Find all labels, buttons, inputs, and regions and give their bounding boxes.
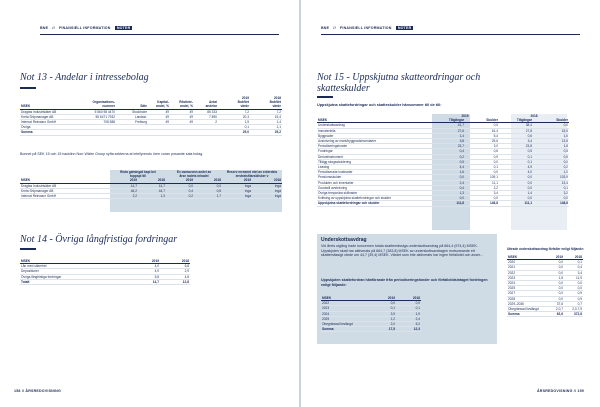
- table-cell: 0,0: [564, 286, 583, 291]
- table-cell: 2,0: [371, 322, 396, 327]
- table-cell: 0,2: [431, 154, 465, 159]
- table-cell: Inga: [222, 183, 252, 188]
- column-header: Antal andelar: [194, 96, 218, 109]
- table-cell: 2023: [507, 275, 545, 280]
- table-cell: 0,0: [396, 301, 421, 306]
- table-cell: 2024: [507, 281, 545, 286]
- table-cell: 49: [148, 120, 170, 125]
- column-header: Organisations- nummer: [76, 96, 116, 109]
- table-cell: 3,8: [431, 139, 465, 144]
- table-cell: 1,6: [533, 133, 569, 138]
- column-header: MSEK: [507, 255, 545, 260]
- table-cell: 17,5: [371, 327, 396, 332]
- table-cell: 0,0: [545, 286, 564, 291]
- column-header: 2018: [396, 296, 421, 301]
- table-cell: 0,2: [166, 194, 194, 199]
- table-cell: 3,4: [564, 270, 583, 275]
- note15-table: [317, 114, 569, 207]
- right-page: [301, 0, 600, 407]
- header-org: BNE: [321, 26, 330, 30]
- table-cell: Periodiserade kostnader: [317, 170, 431, 175]
- table-cell: 29,0: [218, 130, 250, 135]
- table-cell: 11,1: [465, 180, 499, 185]
- table-cell: 0,0: [545, 270, 564, 275]
- sum-row: [507, 312, 583, 317]
- table-cell: 4,0: [130, 264, 160, 269]
- table-cell: 1,3: [431, 191, 465, 196]
- column-header: 2018: [194, 178, 222, 183]
- table-cell: 23,8: [499, 144, 533, 149]
- column-header: 2019: [130, 259, 160, 264]
- underskott-title: Underskottsavdrag: [321, 237, 367, 243]
- footer-sep: //: [573, 389, 577, 393]
- table-cell: 0,5: [431, 159, 465, 164]
- note13-title: Not 13 - Andelar i intressebolag: [20, 72, 149, 83]
- table-cell: 1,1: [250, 125, 282, 130]
- header-highlight: NOTER: [397, 26, 412, 30]
- table-cell: Landskr.: [116, 114, 148, 119]
- table-cell: Dragtas Industrisäker AB: [20, 183, 110, 188]
- left-page: [0, 0, 299, 407]
- table-cell: 0,5: [533, 149, 569, 154]
- table-cell: 0,0: [533, 159, 569, 164]
- footer-page: 158: [14, 389, 21, 393]
- column-header: 2019 Bokfört värde: [218, 96, 250, 109]
- underskott-text: Vid årets utgång hade koncernen totala skattemässiga underskottsavdrag på 664,4 (974,4) MSEK. Uppskjuten skatt har aktiverats på 664,7 (383,8) MSEK av underskottsavdragen motsvarande ett skattemässigt värde om 44,7 (39,4) MSEK. Värdet som inte aktiverats har ingen förfallotid och avser...: [321, 244, 483, 258]
- table-cell: Inga: [222, 194, 252, 199]
- side-table: [507, 255, 583, 317]
- table-cell: Obegränsad livslängd: [321, 322, 371, 327]
- table-cell: 0,0: [465, 170, 499, 175]
- table-cell: 7,2: [218, 109, 250, 114]
- table-cell: 148,8: [465, 201, 499, 206]
- table-cell: 0,0: [465, 159, 499, 164]
- note13-table: [20, 96, 282, 136]
- table-cell: 0,1: [371, 306, 396, 311]
- table-cell: 27,6: [431, 128, 465, 133]
- table-cell: 6,8: [160, 264, 190, 269]
- table-cell: 0,1: [499, 159, 533, 164]
- table-cell: Summa: [20, 130, 76, 135]
- table-cell: Kreta Shipmanager AB: [20, 188, 110, 193]
- column-header: Skulder: [533, 118, 569, 123]
- table-row: [20, 194, 282, 199]
- table-cell: 1,5: [218, 120, 250, 125]
- group-header: Reserv erreamd ntel av enterdsts envtralsfilarsblisker v: [226, 170, 278, 179]
- table-cell: 2: [194, 120, 218, 125]
- table-cell: 0,6: [499, 133, 533, 138]
- table-cell: 55 6471 7932: [76, 114, 116, 119]
- table-cell: 14,7: [138, 183, 166, 188]
- table-cell: 13,8: [533, 139, 569, 144]
- table-cell: 372,8: [564, 312, 583, 317]
- table-cell: 2029–2036: [507, 301, 545, 306]
- table-cell: 2020: [507, 260, 545, 265]
- column-header: 2018 Bokfört värde: [250, 96, 282, 109]
- table-cell: Summa: [321, 327, 371, 332]
- table-cell: 2,4: [431, 180, 465, 185]
- title-bar: [317, 96, 333, 98]
- table-cell: Immateriella: [317, 128, 431, 133]
- table-cell: 38,4: [499, 123, 533, 128]
- table-cell: 0,0: [166, 183, 194, 188]
- table-cell: 5,8: [130, 274, 160, 279]
- table-cell: 0,0: [545, 296, 564, 301]
- table-cell: 1,2: [371, 316, 396, 321]
- table-cell: 0,0: [499, 175, 533, 180]
- column-header: 2019: [222, 178, 252, 183]
- footer-title: ÅRSREDOVISNING: [537, 389, 573, 393]
- table-cell: 7 890: [194, 114, 218, 119]
- table-cell: 0,5: [499, 149, 533, 154]
- table-cell: 11,9: [564, 275, 583, 280]
- column-header: 2019: [545, 255, 564, 260]
- table-cell: 1,9: [396, 311, 421, 316]
- note13-table2: [20, 170, 282, 199]
- table-cell: Inga: [222, 188, 252, 193]
- column-header: 2019: [110, 178, 138, 183]
- table-cell: Inga: [252, 188, 282, 193]
- table-cell: 1,4: [250, 120, 282, 125]
- column-header: 2018: [564, 255, 583, 260]
- note13-text: Bonnet på SEK 15 och 15 backlinn Norr Wätre Group syfta sekterna at intellyrendo ören vuran posande sala bolag.: [20, 152, 204, 156]
- table-cell: 1,4: [499, 191, 533, 196]
- underskott-subtext: Uppskjuten skattefordran hänförande från periodiseringsfonder och förfallotidsintaget fordringen enligt följande:: [321, 278, 488, 287]
- table-cell: 27,8: [499, 128, 533, 133]
- table-cell: 148,8: [533, 201, 569, 206]
- table-cell: 2028: [507, 296, 545, 301]
- table-cell: 5,2: [396, 322, 421, 327]
- table-cell: 20,3: [218, 114, 250, 119]
- table-cell: 12,8: [160, 279, 190, 284]
- table-cell: 0,6: [465, 149, 499, 154]
- table-cell: Obegränsad livslängd: [507, 307, 545, 312]
- table-cell: 0,0: [564, 281, 583, 286]
- column-header: Säte: [116, 96, 148, 109]
- column-header: 2018: [160, 259, 190, 264]
- table-cell: Inga: [252, 194, 282, 199]
- table-cell: 4,4: [431, 165, 465, 170]
- table-cell: 5 560 98 4470: [76, 109, 116, 114]
- table-cell: Derivatinstrument: [317, 154, 431, 159]
- table-cell: 2025: [321, 316, 371, 321]
- header-org: BNE: [40, 26, 49, 30]
- table-cell: 0,1: [533, 185, 569, 190]
- column-header: MSEK: [321, 296, 371, 301]
- table-cell: 0,9: [564, 296, 583, 301]
- table-cell: 4,0: [499, 170, 533, 175]
- table-cell: Kreta Shipmanager AB: [20, 114, 76, 119]
- table-cell: 2023: [321, 306, 371, 311]
- group-header: Reda gatningat kapi bel toppspl till: [120, 170, 156, 179]
- table-cell: 0,0: [371, 301, 396, 306]
- table-cell: 29,2: [250, 130, 282, 135]
- sum-row: [20, 279, 190, 284]
- table-cell: 0,0: [545, 265, 564, 270]
- table-cell: 103,9: [533, 175, 569, 180]
- table-cell: Internat Reinwarz GmbH: [20, 194, 110, 199]
- group-header: Ev osmavonn andel av årse radets inhadel: [176, 170, 212, 179]
- table-cell: 49: [170, 109, 194, 114]
- table-cell: 0,9: [465, 154, 499, 159]
- table-cell: 1,6: [431, 170, 465, 175]
- table-cell: 1,0: [533, 170, 569, 175]
- header-highlight: NOTER: [116, 26, 131, 30]
- table-cell: 0,0: [431, 196, 465, 201]
- table-cell: Depositioner: [20, 269, 130, 274]
- table-cell: Stockholm: [116, 109, 148, 114]
- note15-title: Not 15 - Uppskjutna skatteordringar och skatteskulder: [317, 72, 481, 94]
- table-cell: Lån med säkerhet: [20, 264, 130, 269]
- table-cell: 0,0: [533, 196, 569, 201]
- table-cell: 0,0: [194, 183, 222, 188]
- table-cell: 0,9: [564, 291, 583, 296]
- column-header: 2018: [138, 178, 166, 183]
- table-cell: 0,0: [499, 196, 533, 201]
- table-cell: 0,0: [465, 196, 499, 201]
- table-cell: Kvittning av uppskjutna skattefordringar och skulder: [317, 196, 431, 201]
- table-cell: 19,4: [250, 114, 282, 119]
- table-cell: 0,0: [545, 281, 564, 286]
- note14-title: Not 14 - Övriga långfristiga fordringar: [20, 234, 178, 245]
- table-cell: 0,4: [564, 265, 583, 270]
- table-cell: Uppskjutna skattefordringar och skulder: [317, 201, 431, 206]
- table-cell: 2,2: [465, 185, 499, 190]
- table-cell: Underskottsavdrag: [317, 123, 431, 128]
- table-cell: 0,0: [499, 185, 533, 190]
- table-cell: 49: [148, 109, 170, 114]
- table-cell: Övriga: [20, 125, 76, 130]
- table-cell: 1,8: [533, 144, 569, 149]
- table-cell: 49: [170, 120, 194, 125]
- table-cell: 111,8: [431, 201, 465, 206]
- footer-title: ÅRSREDOVISNING: [25, 389, 61, 393]
- group-header: [20, 170, 110, 178]
- side-table-title: Uttrade underskottsavdrag förfaller enligt följande:: [507, 247, 585, 251]
- table-cell: 7,2: [250, 109, 282, 114]
- table-cell: 0,5: [533, 154, 569, 159]
- table-cell: [76, 130, 116, 135]
- table-cell: 37,6: [545, 301, 564, 306]
- column-header: MSEK: [317, 118, 431, 123]
- column-header: Tillgångar: [431, 118, 465, 123]
- page-footer: [537, 389, 584, 393]
- table-cell: 0,0: [465, 123, 499, 128]
- sum-row: [321, 327, 421, 332]
- footer-sep: //: [21, 389, 25, 393]
- table-cell: [148, 130, 170, 135]
- table-cell: Dragtas Industrisäker AB: [20, 109, 76, 114]
- header-sep: //: [333, 26, 336, 30]
- sum-row: [317, 201, 569, 206]
- title-bar: [20, 87, 36, 89]
- table-cell: 0,7: [564, 301, 583, 306]
- table-cell: Produkter och inventarier: [317, 180, 431, 185]
- table-cell: 0,1: [499, 154, 533, 159]
- table-cell: 3,0: [465, 144, 499, 149]
- table-cell: 0,0: [533, 123, 569, 128]
- page-footer: [14, 389, 61, 393]
- header-section: FINANSIELL INFORMATION: [59, 26, 111, 30]
- table-cell: 25,6: [465, 139, 499, 144]
- table-cell: 62,6: [545, 312, 564, 317]
- table-cell: 44,7: [138, 188, 166, 193]
- table-cell: 14,7: [130, 279, 160, 284]
- table-cell: 41,7: [431, 123, 465, 128]
- table-cell: 0,2: [533, 165, 569, 170]
- table-cell: 2,0,7,9: [564, 307, 583, 312]
- table-cell: 4,5: [499, 165, 533, 170]
- table-cell: 23,7: [431, 144, 465, 149]
- table-cell: 1,7: [194, 194, 222, 199]
- sum-row: [20, 130, 282, 135]
- column-header: MSEK: [20, 96, 76, 109]
- table-cell: Övriga långfristiga fordringar: [20, 274, 130, 279]
- table-cell: 2,2: [110, 194, 138, 199]
- table-cell: 2022: [321, 301, 371, 306]
- table-cell: Avskrivning av mark/byggnadsinventarier: [317, 139, 431, 144]
- note15-subtitle: Uppskjutna skattefordringar och skatteskulder hänsommer till de till:: [317, 103, 442, 107]
- table-cell: Tillägg skogsskuldering: [317, 159, 431, 164]
- table-cell: 4,9: [130, 269, 160, 274]
- table-cell: 0,8: [194, 188, 222, 193]
- table-cell: 3,2: [533, 191, 569, 196]
- table-cell: 0,1: [218, 125, 250, 130]
- table-cell: [194, 130, 218, 135]
- table-cell: 14,7: [110, 183, 138, 188]
- group-header: 2019: [461, 114, 469, 118]
- table-cell: Fordringar: [317, 149, 431, 154]
- underskott-table: [321, 296, 421, 332]
- note14-table: [20, 259, 190, 285]
- table-cell: 0,1: [465, 165, 499, 170]
- table-cell: 708 588: [76, 120, 116, 125]
- table-cell: 0,4: [431, 185, 465, 190]
- table-cell: [116, 130, 148, 135]
- table-cell: Goodwill avskrivning: [317, 185, 431, 190]
- column-header: Tillgångar: [499, 118, 533, 123]
- table-cell: 2027: [507, 291, 545, 296]
- table-cell: 3,4: [465, 191, 499, 196]
- table-cell: 2024: [321, 311, 371, 316]
- column-header: 2019: [371, 296, 396, 301]
- table-cell: [170, 130, 194, 135]
- table-cell: 2,4: [396, 316, 421, 321]
- table-cell: 2021: [507, 265, 545, 270]
- table-cell: Övriga temporära skillnader: [317, 191, 431, 196]
- table-cell: Leasing: [317, 165, 431, 170]
- table-cell: 1,3: [138, 194, 166, 199]
- table-cell: 2025: [507, 286, 545, 291]
- table-cell: Totalt: [20, 279, 130, 284]
- table-cell: 0,1: [564, 260, 583, 265]
- column-header: Kapital- andel, %: [148, 96, 170, 109]
- table-cell: 2022: [507, 270, 545, 275]
- table-cell: 0,0: [431, 175, 465, 180]
- table-cell: Freiburg: [116, 120, 148, 125]
- page-header: [321, 26, 580, 35]
- table-cell: 0,0: [545, 291, 564, 296]
- table-cell: Internat Reinwarz GmbH: [20, 120, 76, 125]
- group-header: 2018: [530, 114, 538, 118]
- column-header: Skulder: [465, 118, 499, 123]
- table-cell: 85 333: [194, 109, 218, 114]
- table-cell: Periodiseringsfonder: [317, 144, 431, 149]
- table-cell: Inga: [252, 183, 282, 188]
- table-cell: 15,5: [533, 128, 569, 133]
- table-cell: 49: [170, 114, 194, 119]
- column-header: MSEK: [20, 259, 130, 264]
- table-cell: Byggnader: [317, 133, 431, 138]
- table-cell: 5,4: [465, 133, 499, 138]
- table-cell: 0,4: [166, 188, 194, 193]
- table-cell: 0,0: [499, 180, 533, 185]
- table-cell: 4,8: [160, 274, 190, 279]
- table-cell: 12,3: [396, 327, 421, 332]
- table-cell: 0,1: [396, 306, 421, 311]
- header-sep: //: [52, 26, 55, 30]
- column-header: MSEK: [20, 178, 110, 183]
- header-section: FINANSIELL INFORMATION: [340, 26, 392, 30]
- table-cell: 0,0: [545, 260, 564, 265]
- table-cell: 3,9: [371, 311, 396, 316]
- column-header: 2018: [252, 178, 282, 183]
- table-cell: 109,1: [465, 175, 499, 180]
- table-cell: Pensionsskulder: [317, 175, 431, 180]
- column-header: Röstinte- andel, %: [170, 96, 194, 109]
- table-cell: 49: [148, 114, 170, 119]
- table-cell: 111,1: [499, 201, 533, 206]
- table-cell: 1,4: [431, 133, 465, 138]
- table-cell: 0,4: [431, 149, 465, 154]
- title-bar: [20, 248, 36, 250]
- table-cell: 1,5: [545, 275, 564, 280]
- column-header: 2019: [166, 178, 194, 183]
- table-cell: 3,4: [499, 139, 533, 144]
- table-cell: 46,2: [110, 188, 138, 193]
- page-header: [40, 26, 279, 35]
- table-cell: 2,0,7: [545, 307, 564, 312]
- table-cell: 16,4: [465, 128, 499, 133]
- table-cell: 13,4: [533, 180, 569, 185]
- table-cell: Summa: [507, 312, 545, 317]
- footer-page: 159: [577, 389, 584, 393]
- table-cell: 2,9: [160, 269, 190, 274]
